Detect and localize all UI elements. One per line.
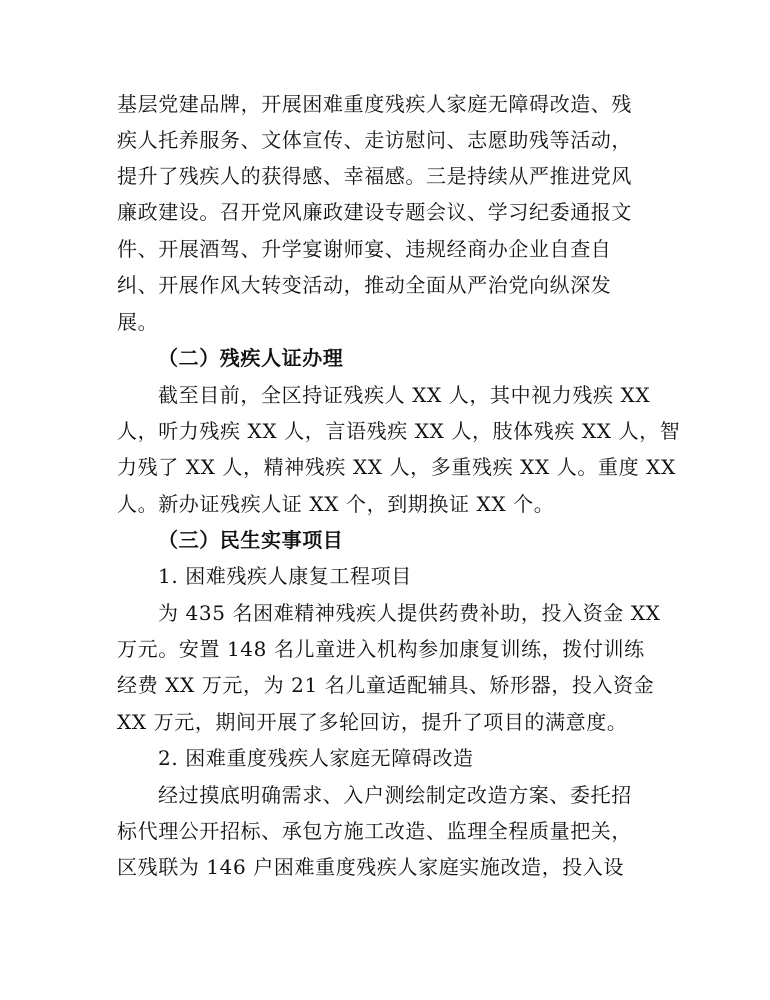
body-text-line: 基层党建品牌，开展困难重度残疾人家庭无障碍改造、残 — [117, 92, 632, 116]
body-text-line: 经费 XX 万元，为 21 名儿童适配辅具、矫形器，投入资金 — [117, 673, 655, 697]
subsection-heading-rehabilitation-project: 1. 困难残疾人康复工程项目 — [158, 564, 412, 588]
body-text-line: 标代理公开招标、承包方施工改造、监理全程质量把关， — [117, 819, 632, 843]
body-text-line: 疾人托养服务、文体宣传、走访慰问、志愿助残等活动， — [117, 128, 632, 152]
body-text-line: 万元。安置 148 名儿童进入机构参加康复训练，拨付训练 — [117, 637, 645, 661]
body-text-line: 件、开展酒驾、升学宴谢师宴、违规经商办企业自查自 — [117, 237, 612, 261]
body-text-line: 人，听力残疾 XX 人，言语残疾 XX 人，肢体残疾 XX 人，智 — [117, 419, 681, 443]
body-text-line: 为 435 名困难精神残疾人提供药费补助，投入资金 XX — [158, 601, 661, 625]
body-text-line: 人。新办证残疾人证 XX 个，到期换证 XX 个。 — [117, 492, 555, 516]
body-text-line: 力残了 XX 人，精神残疾 XX 人，多重残疾 XX 人。重度 XX — [117, 455, 676, 479]
body-text-line: 纠、开展作风大转变活动，推动全面从严治党向纵深发 — [117, 273, 612, 297]
body-text-line: 区残联为 146 户困难重度残疾人家庭实施改造，投入设 — [117, 855, 625, 879]
body-text-line: XX 万元，期间开展了多轮回访，提升了项目的满意度。 — [117, 710, 628, 734]
subsection-heading-barrier-free-renovation: 2. 困难重度残疾人家庭无障碍改造 — [158, 746, 474, 770]
body-text-line: 展。 — [117, 310, 159, 334]
body-text-line: 廉政建设。召开党风廉政建设专题会议、学习纪委通报文 — [117, 200, 632, 224]
body-text-line: 提升了残疾人的获得感、幸福感。三是持续从严推进党风 — [117, 164, 632, 188]
section-heading-disability-certificate: （二）残疾人证办理 — [158, 346, 344, 370]
body-text-line: 经过摸底明确需求、入户测绘制定改造方案、委托招 — [158, 783, 632, 807]
section-heading-livelihood-projects: （三）民生实事项目 — [158, 528, 344, 552]
body-text-line: 截至目前，全区持证残疾人 XX 人，其中视力残疾 XX — [158, 383, 651, 407]
